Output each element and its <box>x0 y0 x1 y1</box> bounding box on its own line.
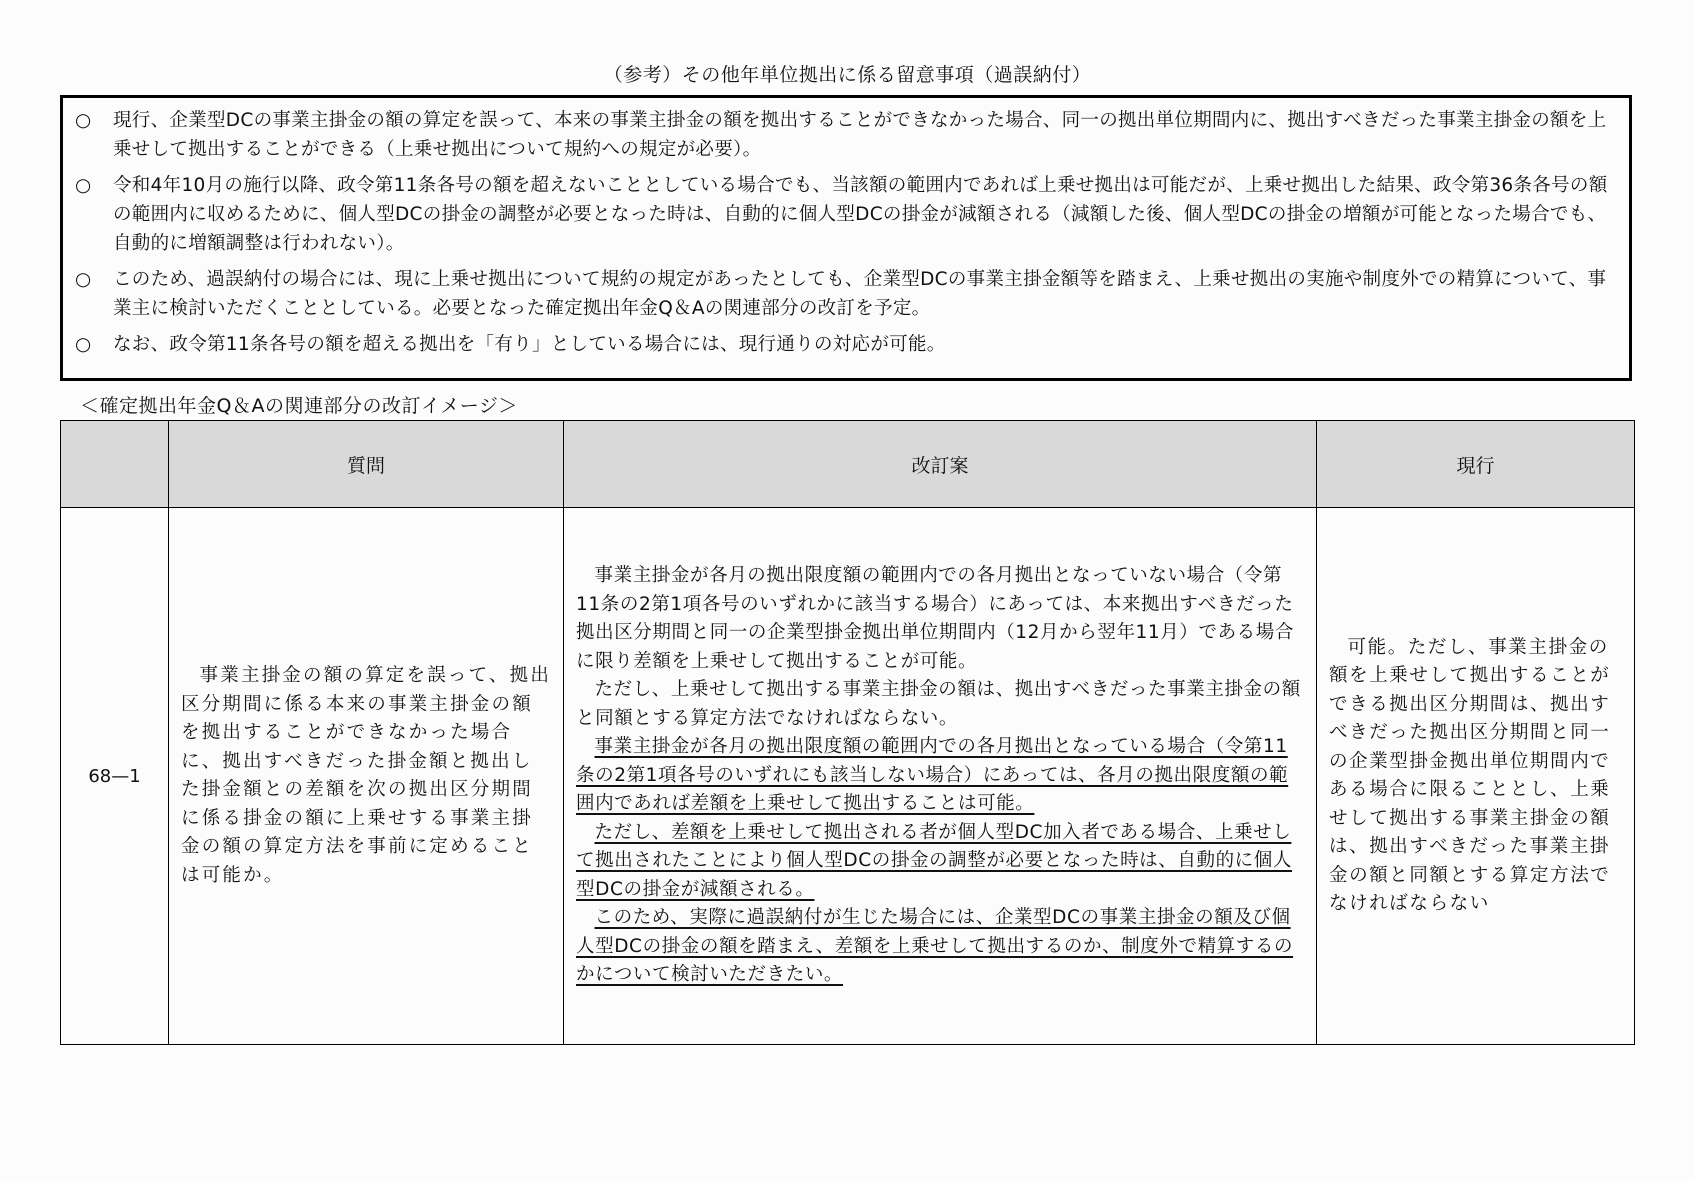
question-number: 68—1 <box>61 508 169 1045</box>
revision-paragraph: ただし、上乗せして拠出する事業主掛金の額は、拠出すべきだった事業主掛金の額と同額とする算定方法でなければならない。 <box>576 679 1301 729</box>
qa-revision-table <box>60 420 1635 1045</box>
notice-item <box>75 171 1615 258</box>
page-title: （参考）その他年単位拠出に係る留意事項（過誤納付） <box>603 64 1092 86</box>
header-current: 現行 <box>1317 421 1635 508</box>
header-no <box>61 421 169 508</box>
notice-box <box>60 95 1632 381</box>
circle-bullet-icon: ○ <box>75 269 92 290</box>
header-question: 質問 <box>169 421 564 508</box>
notice-item-text: このため、過誤納付の場合には、現に上乗せ拠出について規約の規定があったとしても、企業型DCの事業主掛金額等を踏まえ、上乗せ拠出の実施や制度外での精算について、事業主に検討いただくこととしている。必要となった確定拠出年金Q＆Aの関連部分の改訂を予定。 <box>113 269 1607 319</box>
revision-paragraph-underlined: ただし、差額を上乗せして拠出される者が個人型DC加入者である場合、上乗せして拠出されたことにより個人型DCの掛金の調整が必要となった時は、自動的に個人型DCの掛金が減額される。 <box>576 821 1292 900</box>
circle-bullet-icon: ○ <box>75 175 92 196</box>
revision-paragraph-underlined: このため、実際に過誤納付が生じた場合には、企業型DCの事業主掛金の額及び個人型DCの掛金の額を踏まえ、差額を上乗せして拠出するのか、制度外で精算するのかについて検討いただきたい。 <box>576 907 1294 986</box>
table-row <box>61 508 1635 1045</box>
notice-item-text: 令和4年10月の施行以降、政令第11条各号の額を超えないこととしている場合でも、当該額の範囲内であれば上乗せ拠出は可能だが、上乗せ拠出した結果、政令第36条各号の額の範囲内に収めるために、個人型DCの掛金の調整が必要となった時は、自動的に個人型DCの掛金が減額される（減額した後、個人型DCの掛金の増額が可能となった場合でも、自動的に増額調整は行われない）。 <box>113 175 1608 254</box>
notice-item <box>75 106 1615 164</box>
notice-item-text: なお、政令第11条各号の額を超える拠出を「有り」としている場合には、現行通りの対応が可能。 <box>113 334 946 355</box>
notice-item-text: 現行、企業型DCの事業主掛金の額の算定を誤って、本来の事業主掛金の額を拠出することができなかった場合、同一の拠出単位期間内に、拠出すべきだった事業主掛金の額を上乗せして拠出することができる（上乗せ拠出について規約への規定が必要）。 <box>113 110 1607 160</box>
circle-bullet-icon: ○ <box>75 110 92 131</box>
table-header-row <box>61 421 1635 508</box>
current-cell <box>1317 508 1635 1045</box>
circle-bullet-icon: ○ <box>75 334 92 355</box>
section-caption: ＜確定拠出年金Q＆Aの関連部分の改訂イメージ＞ <box>80 395 518 417</box>
header-revision: 改訂案 <box>564 421 1317 508</box>
revision-paragraph: 事業主掛金が各月の拠出限度額の範囲内での各月拠出となっていない場合（令第11条の2第1項各号のいずれかに該当する場合）にあっては、本来拠出すべきだった拠出区分期間と同一の企業型掛金拠出単位期間内（12月から翌年11月）である場合に限り差額を上乗せして拠出することが可能。 <box>576 565 1294 672</box>
notice-item <box>75 265 1615 323</box>
revision-cell <box>564 508 1317 1045</box>
question-text: 事業主掛金の額の算定を誤って、拠出区分期間に係る本来の事業主掛金の額を拠出することができなかった場合に、拠出すべきだった掛金額と拠出した掛金額との差額を次の拠出区分期間に係る掛金の額に上乗せする事業主掛金の額の算定方法を事前に定めることは可能か。 <box>181 665 552 886</box>
current-text: 可能。ただし、事業主掛金の額を上乗せして拠出することができる拠出区分期間は、拠出すべきだった拠出区分期間と同一の企業型掛金拠出単位期間内である場合に限ることとし、上乗せして拠出する事業主掛金の額は、拠出すべきだった事業主掛金の額と同額とする算定方法でなければならない <box>1329 636 1611 914</box>
revision-paragraph-underlined: 事業主掛金が各月の拠出限度額の範囲内での各月拠出となっている場合（令第11条の2第1項各号のいずれにも該当しない場合）にあっては、各月の拠出限度額の範囲内であれば差額を上乗せして拠出することは可能。 <box>576 736 1289 815</box>
notice-item <box>75 330 1615 359</box>
question-cell <box>169 508 564 1045</box>
